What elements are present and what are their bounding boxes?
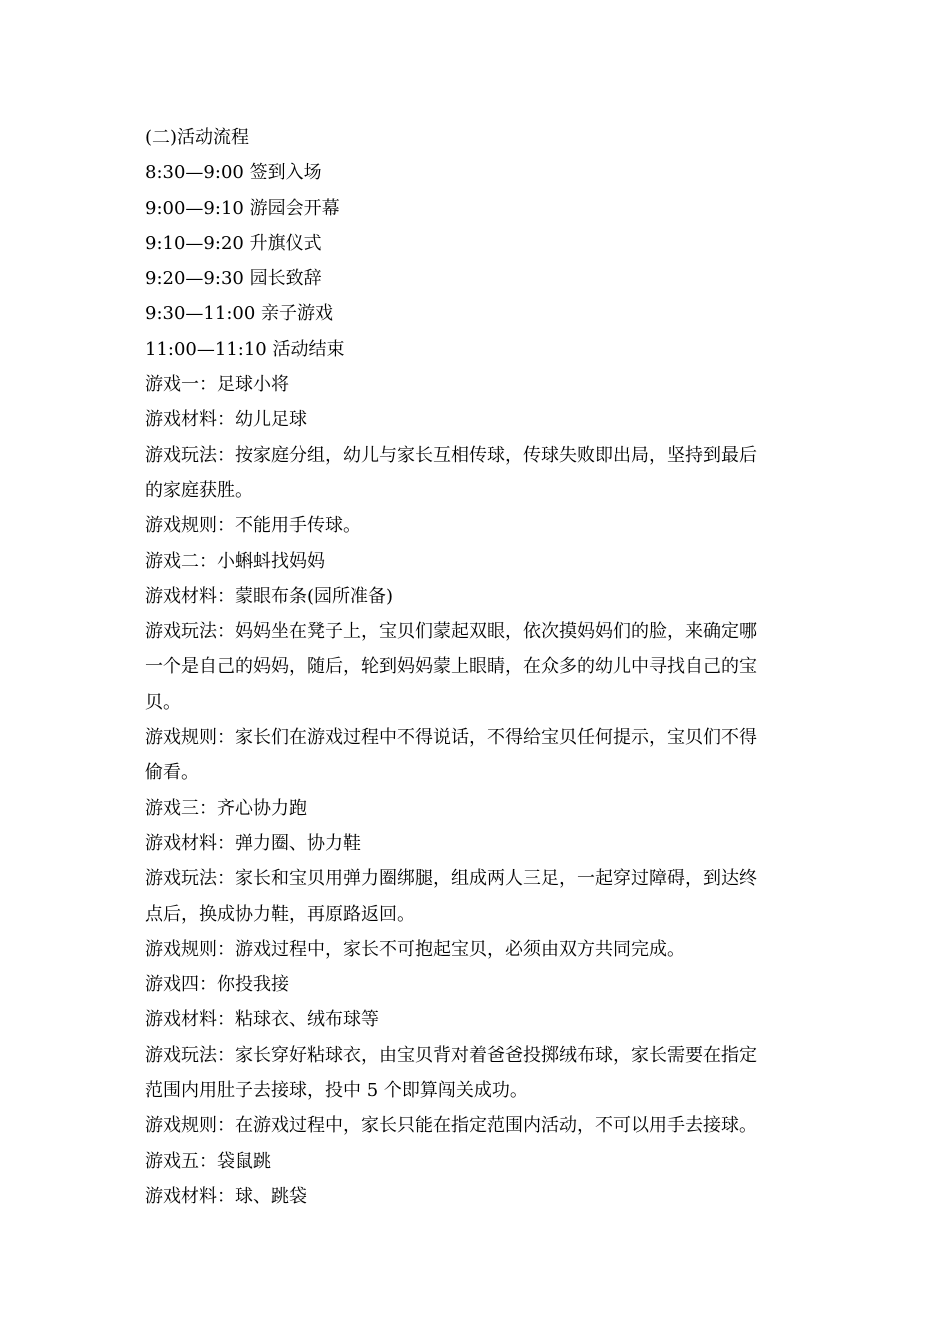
game-2-regulations-line: 游戏规则：家长们在游戏过程中不得说话，不得给宝贝任何提示，宝贝们不得 (145, 727, 757, 749)
game-4-materials: 游戏材料：粘球衣、绒布球等 (145, 1009, 379, 1031)
game-4-regulations: 游戏规则：在游戏过程中，家长只能在指定范围内活动，不可以用手去接球。 (145, 1115, 757, 1137)
schedule-item-games: 9:30—11:00 亲子游戏 (145, 303, 334, 325)
game-5-materials: 游戏材料：球、跳袋 (145, 1185, 307, 1207)
game-3-play-text-line: 点后，换成协力鞋，再原路返回。 (145, 903, 415, 925)
game-3-materials: 游戏材料：弹力圈、协力鞋 (145, 832, 361, 854)
game-4-play-text-line: 游戏玩法：家长穿好粘球衣，由宝贝背对着爸爸投掷绒布球，家长需要在指定 (145, 1044, 757, 1066)
schedule-item-flag-raising: 9:10—9:20 升旗仪式 (145, 232, 322, 254)
document-body (145, 120, 810, 1214)
game-4-title: 游戏四：你投我接 (145, 974, 289, 996)
game-1-title: 游戏一：足球小将 (145, 374, 289, 396)
game-4-play-text-line: 范围内用肚子去接球，投中 5 个即算闯关成功。 (145, 1080, 528, 1102)
section-heading: (二)活动流程 (145, 127, 250, 148)
game-5-title: 游戏五：袋鼠跳 (145, 1150, 271, 1172)
schedule-item-checkin: 8:30—9:00 签到入场 (145, 162, 322, 184)
schedule-item-closing: 11:00—11:10 活动结束 (145, 338, 345, 360)
schedule-item-opening: 9:00—9:10 游园会开幕 (145, 197, 340, 219)
game-1-regulations: 游戏规则：不能用手传球。 (145, 515, 361, 537)
game-3-play-text-line: 游戏玩法：家长和宝贝用弹力圈绑腿，组成两人三足，一起穿过障碍，到达终 (145, 868, 757, 890)
game-1-rules-text-line: 游戏玩法：按家庭分组，幼儿与家长互相传球，传球失败即出局，坚持到最后 (145, 444, 757, 466)
game-1-materials: 游戏材料：幼儿足球 (145, 409, 307, 431)
schedule-item-speech: 9:20—9:30 园长致辞 (145, 268, 322, 290)
game-2-play-text-line: 贝。 (145, 691, 181, 713)
game-2-title: 游戏二：小蝌蚪找妈妈 (145, 550, 325, 572)
game-1-rules-text-line: 的家庭获胜。 (145, 479, 253, 501)
game-2-play-text-line: 一个是自己的妈妈，随后，轮到妈妈蒙上眼睛，在众多的幼儿中寻找自己的宝 (145, 656, 757, 678)
game-2-regulations-line: 偷看。 (145, 762, 199, 784)
game-2-materials: 游戏材料：蒙眼布条(园所准备) (145, 585, 394, 607)
game-3-title: 游戏三：齐心协力跑 (145, 797, 307, 819)
game-3-regulations: 游戏规则：游戏过程中，家长不可抱起宝贝，必须由双方共同完成。 (145, 938, 685, 960)
game-2-play-text-line: 游戏玩法：妈妈坐在凳子上，宝贝们蒙起双眼，依次摸妈妈们的脸，来确定哪 (145, 621, 757, 643)
